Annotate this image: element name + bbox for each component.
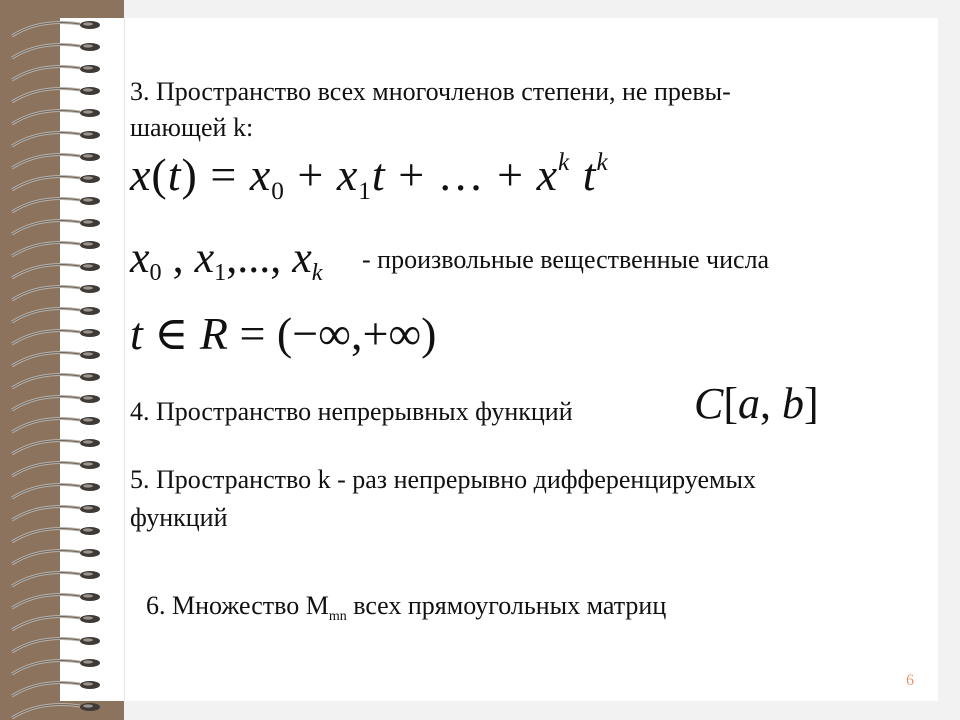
c-x0: x bbox=[130, 233, 150, 282]
f-close: ) bbox=[181, 149, 198, 200]
item3-heading-line2: шающей k: bbox=[130, 113, 254, 142]
f-t1: t bbox=[371, 149, 386, 200]
f-plus2: + … + bbox=[385, 149, 537, 200]
f-supk2: k bbox=[596, 147, 609, 176]
f-tk: t bbox=[582, 149, 597, 200]
d-rest: = (−∞,+∞) bbox=[227, 308, 437, 359]
f-xk: x bbox=[536, 149, 559, 200]
spiral-binding-icon bbox=[0, 0, 124, 720]
d-R: R bbox=[199, 308, 228, 359]
f-eq: = bbox=[197, 149, 250, 200]
item6-suffix: всех прямоугольных матриц bbox=[346, 591, 667, 620]
coefficients-description: - произвольные вещественные числа bbox=[362, 245, 770, 274]
cab-C: C bbox=[694, 379, 724, 428]
f-x: x bbox=[130, 149, 152, 200]
c-sub0: 0 bbox=[149, 259, 162, 287]
item3-heading-line1: 3. Пространство всех многочленов степени, не превы- bbox=[130, 77, 731, 106]
item5-line1: 5. Пространство k - раз непрерывно дифференцируемых bbox=[130, 465, 756, 494]
slide-number: 6 bbox=[906, 672, 914, 689]
item5-line2: функций bbox=[130, 503, 228, 532]
item6-subscript: mn bbox=[328, 609, 347, 624]
c-dots: ,..., bbox=[226, 233, 293, 282]
item6-prefix: 6. Множество М bbox=[146, 591, 329, 620]
c-sep1: , bbox=[161, 233, 195, 282]
continuous-functions-formula bbox=[694, 378, 819, 429]
c-sub1: 1 bbox=[214, 259, 227, 287]
f-open: ( bbox=[151, 149, 168, 200]
coefficients-formula bbox=[130, 232, 323, 287]
cab-open: [ bbox=[723, 379, 739, 428]
f-plus1: + bbox=[284, 149, 337, 200]
cab-a: a bbox=[738, 379, 761, 428]
f-x0: x bbox=[249, 149, 272, 200]
f-supk: k bbox=[558, 147, 571, 176]
polynomial-formula bbox=[130, 147, 609, 205]
domain-formula bbox=[130, 306, 437, 360]
cab-comma: , bbox=[760, 379, 783, 428]
d-in: ∈ bbox=[142, 308, 200, 359]
item4-text: 4. Пространство непрерывных функций bbox=[130, 397, 573, 426]
c-xk: x bbox=[292, 233, 312, 282]
c-x1: x bbox=[194, 233, 215, 282]
cab-b: b bbox=[782, 379, 805, 428]
item6-text bbox=[146, 590, 666, 627]
cab-close: ] bbox=[804, 379, 819, 428]
f-sub1: 1 bbox=[358, 176, 372, 205]
d-t: t bbox=[130, 308, 143, 359]
f-sub0: 0 bbox=[271, 176, 285, 205]
c-subk: k bbox=[311, 259, 323, 287]
f-x1: x bbox=[336, 149, 359, 200]
f-t: t bbox=[167, 149, 182, 200]
